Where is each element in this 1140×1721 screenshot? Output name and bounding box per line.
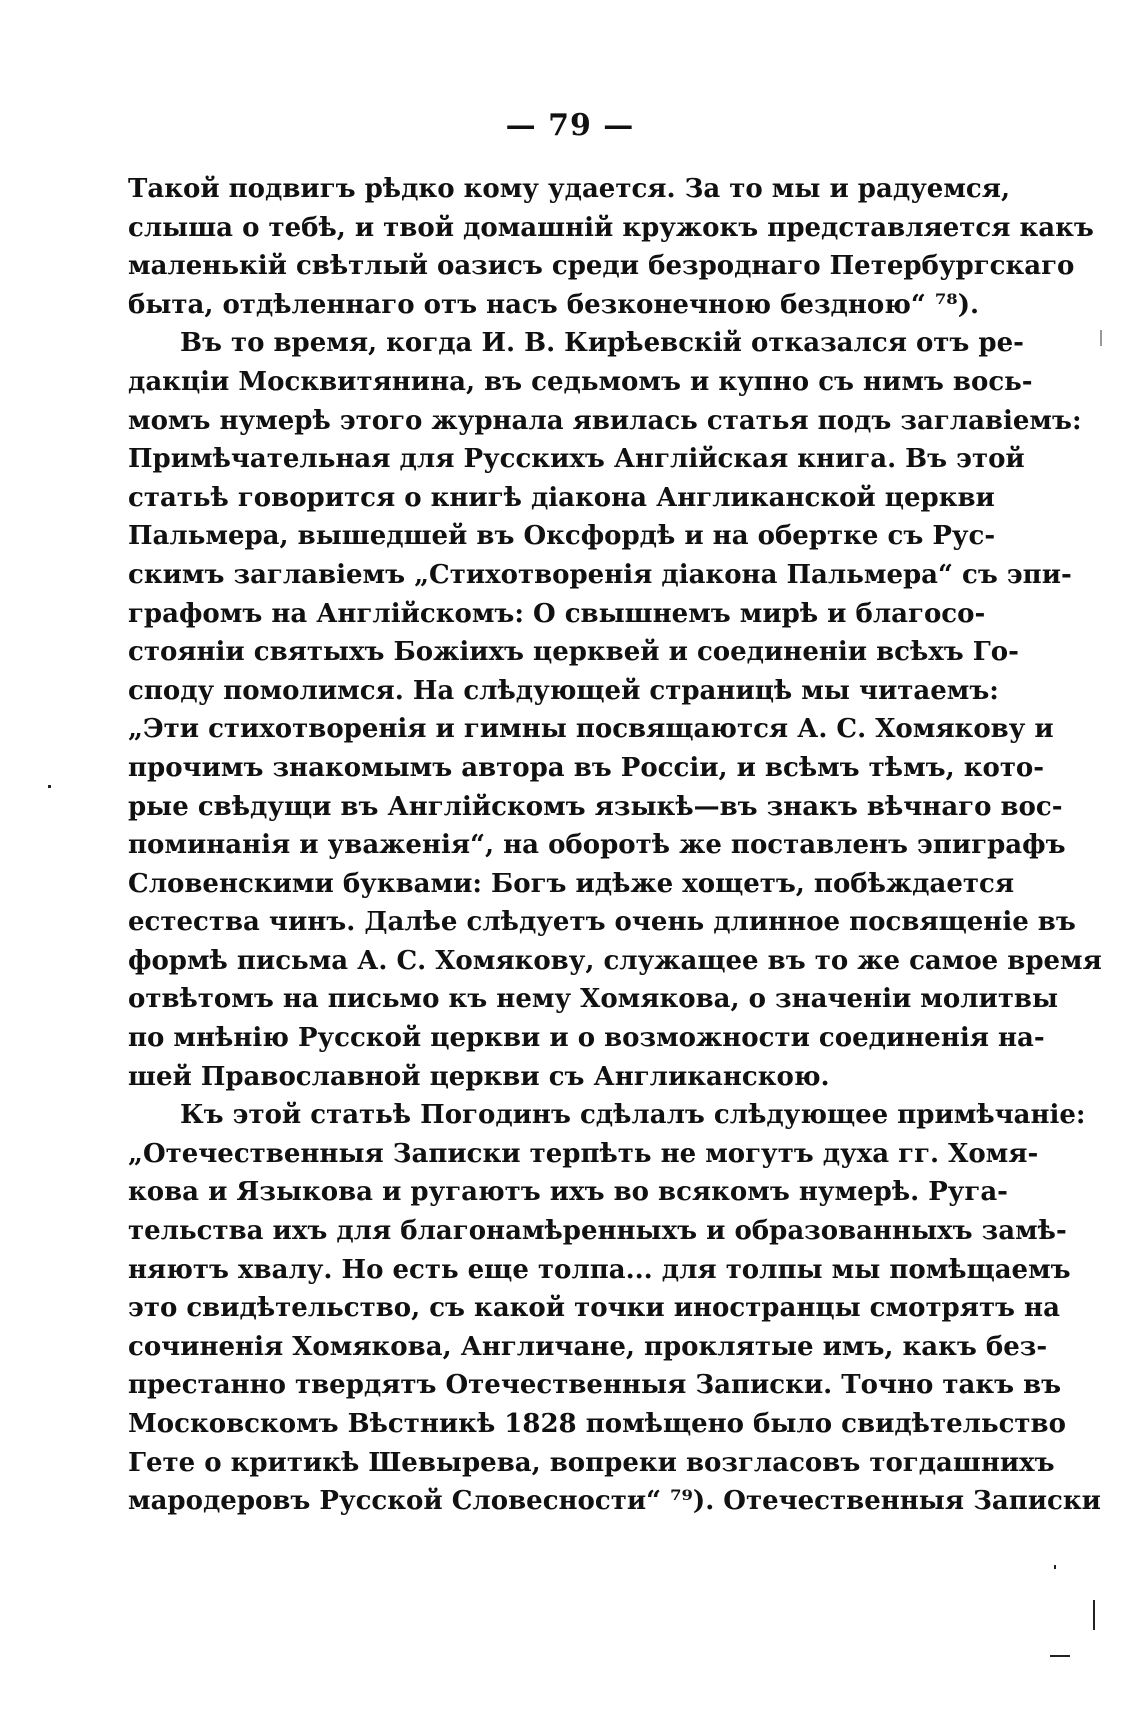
text-line: стояніи святыхъ Божіихъ церквей и соединеніи всѣхъ Го- <box>128 637 1019 668</box>
body-text <box>128 170 1102 1521</box>
text-line: споду помолимся. На слѣдующей страницѣ мы читаемъ: <box>128 675 999 706</box>
scan-speck <box>1100 330 1102 346</box>
text-line: поминанія и уваженія“, на оборотѣ же поставленъ эпиграфъ <box>128 830 1066 861</box>
text-line: это свидѣтельство, съ какой точки иностранцы смотрятъ на <box>128 1293 1060 1324</box>
text-line: Гете о критикѣ Шевырева, вопреки возгласовъ тогдашнихъ <box>128 1447 1055 1478</box>
text-line: шей Православной церкви съ Англиканскою. <box>128 1061 830 1092</box>
text-line: Московскомъ Вѣстникѣ 1828 помѣщено было свидѣтельство <box>128 1409 1066 1439</box>
text-line: слыша о тебѣ, и твой домашній кружокъ представляется какъ <box>128 212 1094 243</box>
text-line: естества чинъ. Далѣе слѣдуетъ очень длинное посвященіе въ <box>128 907 1076 938</box>
text-line: Къ этой статьѣ Погодинъ сдѣлалъ слѣдующее примѣчаніе: <box>180 1100 1086 1131</box>
text-line: рые свѣдущи въ Англійскомъ языкѣ—въ знакъ вѣчнаго вос- <box>128 791 1063 822</box>
text-line: тельства ихъ для благонамѣренныхъ и образованныхъ замѣ- <box>128 1216 1067 1247</box>
text-line: Пальмера, вышедшей въ Оксфордѣ и на обертке съ Рус- <box>128 521 996 552</box>
scan-speck <box>48 785 51 788</box>
text-line: „Эти стихотворенія и гимны посвящаются А. С. Хомякову и <box>128 714 1054 745</box>
text-line: сочиненія Хомякова, Англичане, проклятые имъ, какъ без- <box>128 1331 1048 1362</box>
page-number: — 79 — <box>505 108 635 143</box>
scan-speck <box>1050 1655 1070 1657</box>
text-line: кова и Языкова и ругаютъ ихъ во всякомъ нумерѣ. Руга- <box>128 1177 1008 1208</box>
text-line: маленькій свѣтлый оазисъ среди безроднаго Петербургскаго <box>128 251 1075 282</box>
text-line: престанно твердятъ Отечественныя Записки. Точно такъ въ <box>128 1370 1062 1401</box>
text-line: Словенскими буквами: Богъ идѣже хощетъ, побѣждается <box>128 868 1015 899</box>
text-line: по мнѣнію Русской церкви и о возможности соединенія на- <box>128 1023 1045 1054</box>
text-line: быта, отдѣленнаго отъ насъ безконечною бездною“ ⁷⁸). <box>128 289 980 320</box>
scan-speck <box>1054 1565 1056 1569</box>
text-line: скимъ заглавіемъ „Стихотворенія діакона Пальмера“ съ эпи- <box>128 559 1072 590</box>
scan-speck <box>1093 1600 1095 1630</box>
text-line: графомъ на Англійскомъ: О свышнемъ мирѣ и благосо- <box>128 598 986 629</box>
text-line: мародеровъ Русской Словесности“ ⁷⁹). Отечественныя Записки <box>128 1486 1101 1517</box>
text-line: Примѣчательная для Русскихъ Англійская книга. Въ этой <box>128 444 1025 475</box>
text-line: Такой подвигъ рѣдко кому удается. За то мы и радуемся, <box>128 174 1011 204</box>
text-line: „Отечественныя Записки терпѣть не могутъ духа гг. Хомя- <box>128 1138 1039 1169</box>
text-line: няютъ хвалу. Но есть еще толпа... для толпы мы помѣщаемъ <box>128 1254 1071 1285</box>
text-line: дакціи Москвитянина, въ седьмомъ и купно съ нимъ вось- <box>128 366 1033 397</box>
text-line: прочимъ знакомымъ автора въ Россіи, и всѣмъ тѣмъ, кото- <box>128 752 1045 783</box>
text-line: статьѣ говорится о книгѣ діакона Англиканской церкви <box>128 482 995 513</box>
text-line: Въ то время, когда И. В. Кирѣевскій отказался отъ ре- <box>180 328 1024 359</box>
text-line: момъ нумерѣ этого журнала явилась статья подъ заглавіемъ: <box>128 405 1082 436</box>
text-line: формѣ письма А. С. Хомякову, служащее въ то же самое время <box>128 945 1102 976</box>
text-line: отвѣтомъ на письмо къ нему Хомякова, о значеніи молитвы <box>128 984 1059 1015</box>
